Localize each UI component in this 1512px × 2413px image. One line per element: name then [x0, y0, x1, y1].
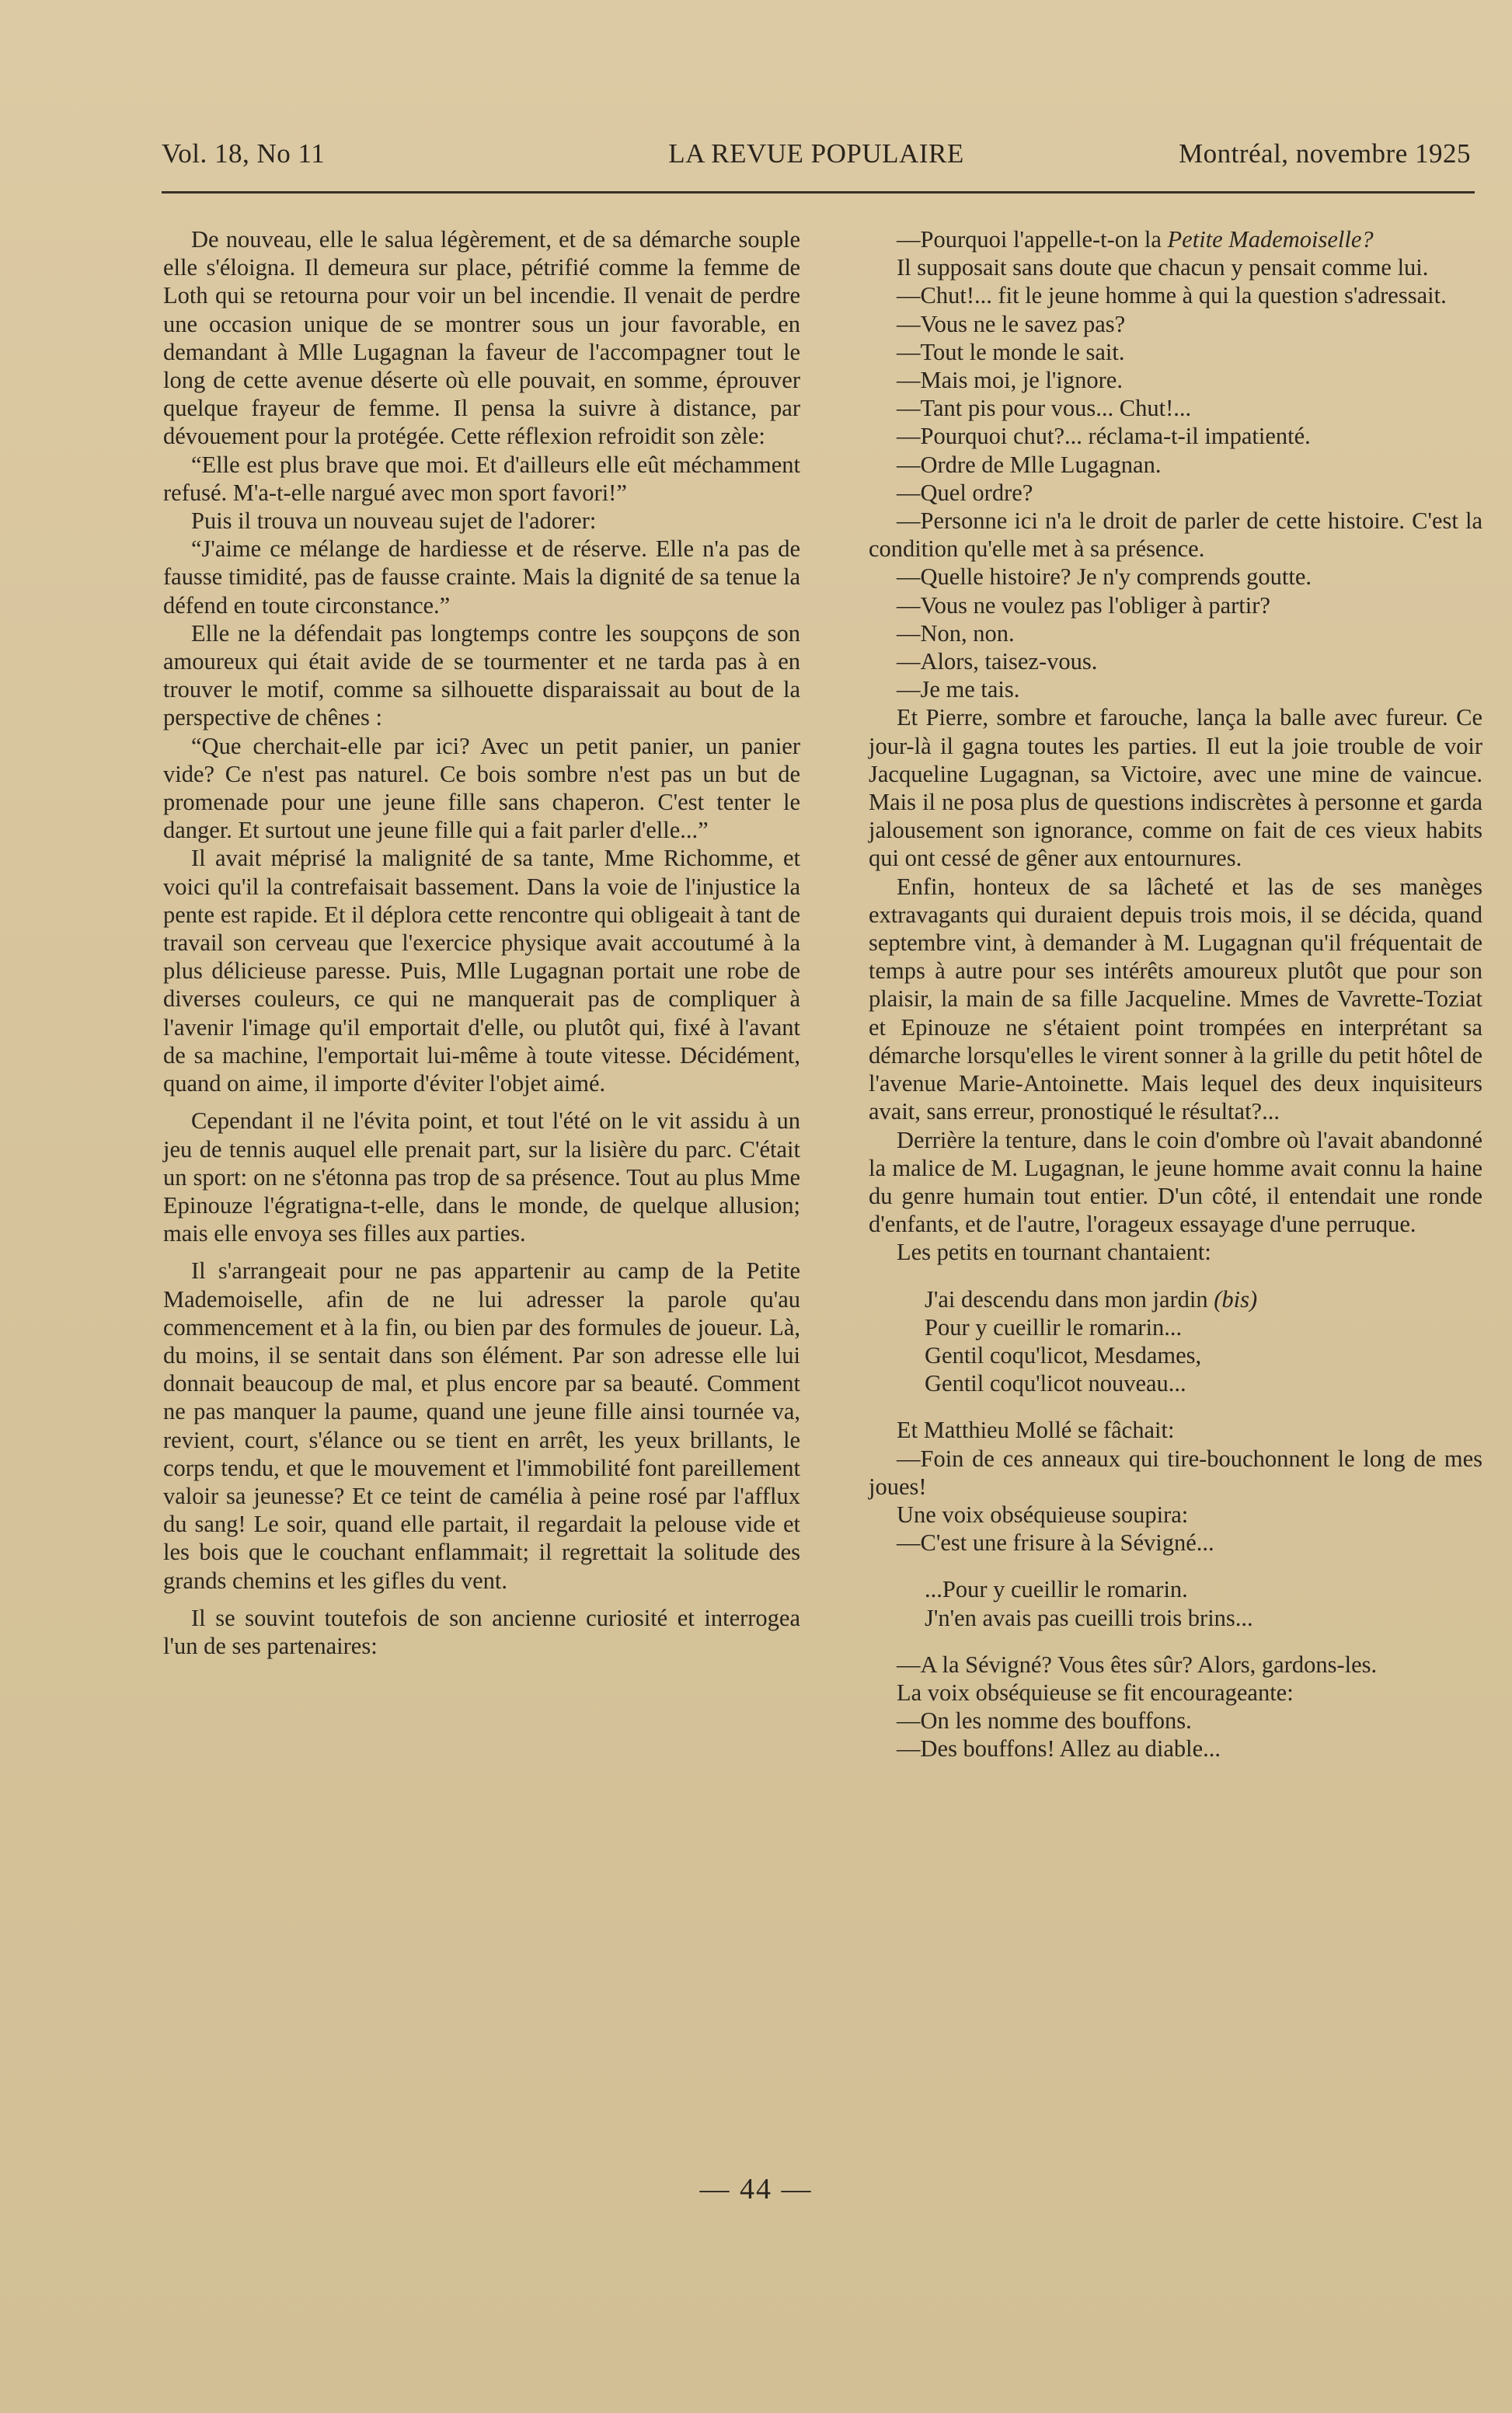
dialogue-line: —Vous ne voulez pas l'obliger à partir? — [897, 591, 1270, 619]
song-verse — [925, 1285, 1482, 1398]
header-rule — [162, 191, 1475, 194]
dialogue-line: —On les nomme des bouffons. — [897, 1707, 1192, 1735]
magazine-title: LA REVUE POPULAIRE — [668, 138, 964, 169]
dialogue-line: —Des bouffons! Allez au diable... — [897, 1735, 1221, 1763]
paragraph: Elle ne la défendait pas longtemps contre les soupçons de son amoureux qui était avide de se tourmenter et ne tarda pas à en trouver le motif, comme sa silhouette disparaissait au bout de la perspective de chênes : — [163, 619, 800, 731]
dialogue-line: —C'est une frisure à la Sévigné... — [897, 1529, 1214, 1557]
paragraph: Les petits en tournant chantaient: — [897, 1239, 1211, 1266]
paragraph: Derrière la tenture, dans le coin d'ombre où l'avait abandonné la malice de M. Lugagnan, le jeune homme avait connu la haine du genre humain tout entier. D'un côté, il entendait une ronde d'enfants, et de l'autre, l'orageux essayage d'une perruque. — [869, 1126, 1482, 1238]
song-verse — [925, 1575, 1482, 1631]
paragraph: Il s'arrangeait pour ne pas appartenir au camp de la Petite Mademoiselle, afin de ne lui adresser la parole qu'au commencement et à la fin, ou bien par des formules de joueur. Là, du moins, il se sentait dans son élément. Par son adresse elle lui donnait beaucoup de mal, et plus encore par sa beauté. Comment ne pas manquer la paume, quand une jeune fille ainsi tournée va, revient, court, s'élance ou se tient en arrêt, les yeux brillants, le corps tendu, et que le mouvement et l'immobilité font pareillement valoir sa jeunesse? Et ce teint de camélia à peine rosé par l'afflux du sang! Le soir, quand elle partait, il regardait la pelouse vide et les bois que le couchant enflammait; il regrettait la solitude des grands chemins et les gifles du vent. — [163, 1257, 800, 1594]
right-column — [869, 225, 1482, 1763]
dialogue-line: —Tant pis pour vous... Chut!... — [897, 395, 1192, 422]
paragraph: Et Matthieu Mollé se fâchait: — [897, 1417, 1175, 1444]
volume-number: Vol. 18, No 11 — [162, 138, 326, 169]
left-column — [163, 225, 800, 1660]
verse-line: Pour y cueillir le romarin... — [925, 1313, 1183, 1341]
dialogue-line: —Quel ordre? — [897, 479, 1033, 506]
paragraph: Enfin, honteux de sa lâcheté et las de ses manèges extravagants qui duraient depuis trois mois, il se décida, quand septembre vint, à demander à M. Lugagnan qu'il fréquentait de temps à autre pour ses intérêts amoureux plutôt que pour son plaisir, la main de sa fille Jacqueline. Mmes de Vavrette-Toziat et Epinouze ne s'étaient point trompées en interprétant sa démarche lorsqu'elles le virent sonner à la grille du petit hôtel de l'avenue Marie-Antoinette. Mais lequel des deux inquisiteurs avait, sans erreur, pronostiqué le résultat?... — [869, 873, 1482, 1125]
running-header — [162, 138, 1471, 177]
dialogue-line: —Non, non. — [897, 619, 1015, 647]
paragraph: Puis il trouva un nouveau sujet de l'adorer: — [191, 507, 597, 535]
paragraph: “J'aime ce mélange de hardiesse et de réserve. Elle n'a pas de fausse timidité, pas de fausse crainte. Mais la dignité de sa tenue la défend en toute circonstance.” — [163, 535, 800, 619]
verse-line: J'n'en avais pas cueilli trois brins... — [925, 1604, 1253, 1631]
paragraph: Cependant il ne l'évita point, et tout l'été on le vit assidu à un jeu de tennis auquel elle prenait part, sur la lisière du parc. C'était un sport: on ne s'étonna pas trop de sa présence. Tout au plus Mme Epinouze l'égratigna-t-elle, dans le monde, de quelque allusion; mais elle envoya ses filles aux parties. — [163, 1107, 800, 1247]
verse-line: Gentil coqu'licot nouveau... — [925, 1370, 1186, 1397]
dialogue-line: —Chut!... fit le jeune homme à qui la question s'adressait. — [897, 282, 1447, 309]
page-number: — 44 — — [699, 2173, 813, 2206]
dialogue-line: —Tout le monde le sait. — [897, 338, 1125, 365]
dialogue-line: —Personne ici n'a le droit de parler de cette histoire. C'est la condition qu'elle met à sa présence. — [869, 507, 1482, 563]
nickname-italic: Petite Mademoiselle? — [1167, 226, 1374, 253]
place-date: Montréal, novembre 1925 — [1179, 138, 1471, 169]
dialogue-line: —Ordre de Mlle Lugagnan. — [897, 451, 1162, 478]
dialogue-line: —Alors, taisez-vous. — [897, 648, 1098, 675]
paragraph: Une voix obséquieuse soupira: — [897, 1501, 1189, 1528]
paragraph: Il avait méprisé la malignité de sa tante, Mme Richomme, et voici qu'il la contrefaisait bassement. Dans la voie de l'injustice la pente est rapide. Et il déplora cette rencontre qui obligeait à tant de travail son cerveau que l'exercice physique avait accoutumé à la plus délicieuse paresse. Puis, Mlle Lugagnan portait une robe de diverses couleurs, ce qui ne manquerait pas de compliquer à l'avenir l'image qu'il emportait d'elle, ou plutôt qui, fixé à l'avant de sa machine, l'emportait lui-même à toute vitesse. Décidément, quand on aime, il importe d'éviter l'objet aimé. — [163, 845, 800, 1097]
dialogue-line: —Quelle histoire? Je n'y comprends goutte. — [897, 563, 1312, 591]
paragraph: De nouveau, elle le salua légèrement, et de sa démarche souple elle s'éloigna. Il demeura sur place, pétrifié comme la femme de Loth qui se retourna pour voir un bel incendie. Il venait de perdre une occasion unique de se montrer sous un jour favorable, en demandant à Mlle Lugagnan la faveur de l'accompagner tout le long de cette avenue déserte où elle pouvait, en somme, éprouver quelque frayeur de femme. Il pensa la suivre à distance, par dévouement pour la protégée. Cette réflexion refroidit son zèle: — [163, 226, 800, 450]
paragraph: “Elle est plus brave que moi. Et d'ailleurs elle eût méchamment refusé. M'a-t-elle nargué avec mon sport favori!” — [163, 451, 800, 506]
paragraph: Il se souvint toutefois de son ancienne curiosité et interrogea l'un de ses partenaires: — [163, 1604, 800, 1659]
bis-marker: (bis) — [1214, 1285, 1258, 1313]
dialogue-line: —Pourquoi chut?... réclama-t-il impatienté. — [897, 423, 1311, 450]
paragraph: La voix obséquieuse se fit encourageante: — [897, 1679, 1294, 1706]
verse-line: J'ai descendu dans mon jardin (bis) — [925, 1285, 1258, 1313]
paragraph: Il supposait sans doute que chacun y pensait comme lui. — [897, 254, 1429, 281]
paragraph: Et Pierre, sombre et farouche, lança la balle avec fureur. Ce jour-là il gagna toutes les parties. Il eut la joie trouble de voir Jacqueline Lugagnan, sa Victoire, avec une mine de vaincue. Mais il ne posa plus de questions indiscrètes à personne et garda jalousement son ignorance, comme on fait de ces vieux habits qui ont cessé de gêner aux entournures. — [869, 704, 1482, 872]
verse-line: Gentil coqu'licot, Mesdames, — [925, 1341, 1202, 1369]
dialogue-line: —Mais moi, je l'ignore. — [897, 367, 1123, 394]
verse-line: ...Pour y cueillir le romarin. — [925, 1576, 1188, 1603]
dialogue-line: —Vous ne le savez pas? — [897, 310, 1126, 337]
dialogue-line: —Foin de ces anneaux qui tire-bouchonnent le long de mes joues! — [869, 1445, 1482, 1500]
dialogue-line: —Je me tais. — [897, 676, 1020, 703]
dialogue-line: —Pourquoi l'appelle-t-on la Petite Mademoiselle? — [897, 226, 1374, 253]
dialogue-line: —A la Sévigné? Vous êtes sûr? Alors, gardons-les. — [897, 1651, 1378, 1678]
paragraph: “Que cherchait-elle par ici? Avec un petit panier, un panier vide? Ce n'est pas naturel. Ce bois sombre n'est pas un but de promenade pour une jeune fille sans chaperon. C'est tenter le danger. Et surtout une jeune fille qui a fait parler d'elle...” — [163, 732, 800, 844]
